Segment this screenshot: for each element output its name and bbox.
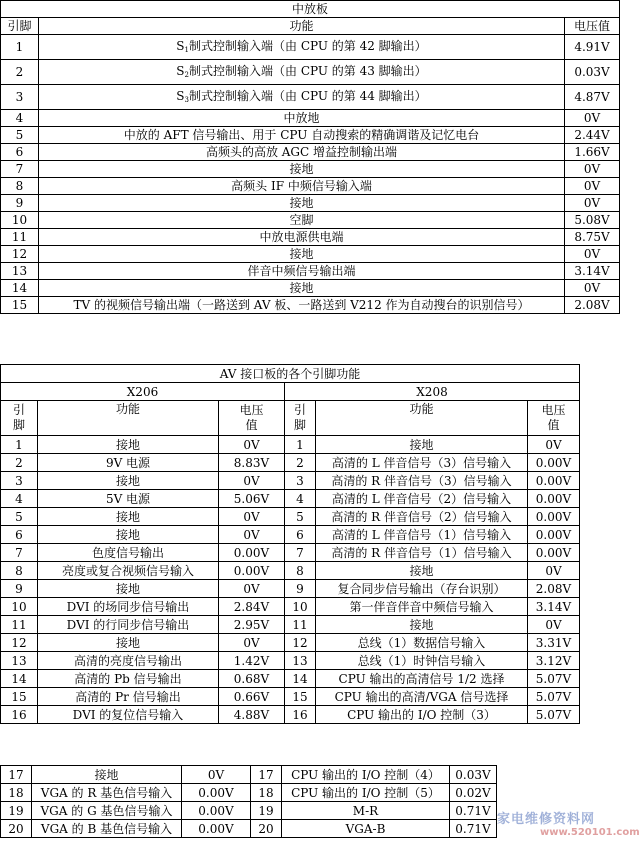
pin-number: 18 xyxy=(251,784,282,802)
voltage-value: 0V xyxy=(219,436,285,454)
function-cell: 总线（1）时钟信号输入 xyxy=(316,652,528,670)
signal-letter: S xyxy=(176,89,185,103)
pin-number: 13 xyxy=(285,652,316,670)
pin-number: 5 xyxy=(1,508,38,526)
watermark-logo: 家电维修资料网 xyxy=(497,812,596,827)
function-cell: 接地 xyxy=(32,766,182,784)
voltage-value: 0V xyxy=(219,472,285,490)
pin-number: 3 xyxy=(285,472,316,490)
voltage-value: 0.00V xyxy=(219,562,285,580)
pin-number: 10 xyxy=(1,212,39,229)
voltage-value: 0V xyxy=(182,766,251,784)
table-title: 中放板 xyxy=(1,1,620,18)
voltage-value: 5.07V xyxy=(528,706,580,724)
voltage-value: 0.00V xyxy=(182,784,251,802)
function-cell: 亮度或复合视频信号输入 xyxy=(38,562,219,580)
voltage-value: 0V xyxy=(219,526,285,544)
voltage-value: 2.08V xyxy=(565,297,620,314)
signal-subscript: 1 xyxy=(184,46,189,54)
pin-number: 18 xyxy=(1,784,32,802)
signal-letter: S xyxy=(176,64,185,78)
header-voltage: 电压值 xyxy=(219,401,285,436)
voltage-value: 5.06V xyxy=(219,490,285,508)
function-cell: 接地 xyxy=(39,161,565,178)
table-row xyxy=(1,706,580,724)
voltage-value: 8.75V xyxy=(565,229,620,246)
function-cell: M-R xyxy=(282,802,450,820)
voltage-value: 3.14V xyxy=(528,598,580,616)
function-cell: 接地 xyxy=(38,436,219,454)
pin-number: 1 xyxy=(1,436,38,454)
table-row xyxy=(1,178,620,195)
header-pin: 引脚 xyxy=(1,18,39,35)
voltage-value: 8.83V xyxy=(219,454,285,472)
table-row xyxy=(1,490,580,508)
function-cell: CPU 输出的 I/O 控制（5） xyxy=(282,784,450,802)
function-cell: DVI 的行同步信号输出 xyxy=(38,616,219,634)
function-cell: 中放电源供电端 xyxy=(39,229,565,246)
function-cell: 总线（1）数据信号输入 xyxy=(316,634,528,652)
signal-subscript: 2 xyxy=(184,71,189,79)
voltage-value: 0.03V xyxy=(450,766,497,784)
function-cell: 高清的 L 伴音信号（3）信号输入 xyxy=(316,454,528,472)
voltage-value: 4.88V xyxy=(219,706,285,724)
voltage-value: 5.07V xyxy=(528,670,580,688)
pin-number: 8 xyxy=(285,562,316,580)
function-cell xyxy=(39,85,565,110)
function-text: 制式控制输入端（由 CPU 的第 42 脚输出） xyxy=(189,39,427,53)
pin-number: 1 xyxy=(1,35,39,60)
voltage-value: 0.02V xyxy=(450,784,497,802)
av-board-continuation-table xyxy=(0,765,497,838)
function-cell: 接地 xyxy=(38,634,219,652)
pin-number: 16 xyxy=(1,706,38,724)
table-row xyxy=(1,161,620,178)
table-row xyxy=(1,280,620,297)
table-row xyxy=(1,212,620,229)
pin-number: 16 xyxy=(285,706,316,724)
pin-number: 11 xyxy=(285,616,316,634)
pin-number: 12 xyxy=(1,634,38,652)
table-row xyxy=(1,110,620,127)
function-cell: 中放的 AFT 信号输出、用于 CPU 自动搜索的精确调谐及记忆电台 xyxy=(39,127,565,144)
voltage-value: 3.14V xyxy=(565,263,620,280)
pin-number: 12 xyxy=(285,634,316,652)
table-row xyxy=(1,670,580,688)
if-board-table xyxy=(0,0,620,314)
function-cell: 高清的 L 伴音信号（2）信号输入 xyxy=(316,490,528,508)
voltage-value: 0V xyxy=(565,195,620,212)
pin-number: 3 xyxy=(1,85,39,110)
pin-number: 2 xyxy=(1,454,38,472)
header-function: 功能 xyxy=(39,18,565,35)
function-cell: 高频头 IF 中频信号输入端 xyxy=(39,178,565,195)
table-row xyxy=(1,598,580,616)
pin-number: 10 xyxy=(285,598,316,616)
voltage-value: 2.08V xyxy=(528,580,580,598)
function-cell: 高清的 Pb 信号输出 xyxy=(38,670,219,688)
pin-number: 2 xyxy=(285,454,316,472)
function-cell: 接地 xyxy=(39,280,565,297)
table-row xyxy=(1,784,497,802)
table-row xyxy=(1,454,580,472)
voltage-value: 0.66V xyxy=(219,688,285,706)
table-row xyxy=(1,85,620,110)
pin-number: 17 xyxy=(1,766,32,784)
signal-letter: S xyxy=(176,39,185,53)
voltage-value: 3.31V xyxy=(528,634,580,652)
header-pin: 引脚 xyxy=(1,401,38,436)
table-row xyxy=(1,766,497,784)
pin-number: 14 xyxy=(1,670,38,688)
watermark-url: www.520101.com xyxy=(540,827,640,838)
function-cell: 接地 xyxy=(316,562,528,580)
table-row xyxy=(1,246,620,263)
voltage-value: 0.71V xyxy=(450,802,497,820)
voltage-value: 0.03V xyxy=(565,60,620,85)
pin-number: 3 xyxy=(1,472,38,490)
pin-number: 1 xyxy=(285,436,316,454)
voltage-value: 0V xyxy=(219,580,285,598)
function-cell: 接地 xyxy=(38,472,219,490)
pin-number: 8 xyxy=(1,562,38,580)
pin-number: 15 xyxy=(1,688,38,706)
pin-number: 15 xyxy=(1,297,39,314)
function-cell: 接地 xyxy=(316,616,528,634)
table-row xyxy=(1,616,580,634)
function-cell: 接地 xyxy=(39,195,565,212)
table-row xyxy=(1,820,497,838)
table-row xyxy=(1,35,620,60)
table-row xyxy=(1,263,620,280)
pin-number: 6 xyxy=(1,526,38,544)
function-cell: 接地 xyxy=(38,580,219,598)
function-cell: 5V 电源 xyxy=(38,490,219,508)
function-cell: DVI 的场同步信号输出 xyxy=(38,598,219,616)
pin-number: 6 xyxy=(285,526,316,544)
function-cell: VGA-B xyxy=(282,820,450,838)
header-voltage: 电压值 xyxy=(565,18,620,35)
pin-number: 15 xyxy=(285,688,316,706)
voltage-value: 1.66V xyxy=(565,144,620,161)
voltage-value: 0V xyxy=(565,178,620,195)
function-cell: TV 的视频信号输出端（一路送到 AV 板、一路送到 V212 作为自动搜台的识别信号） xyxy=(39,297,565,314)
pin-number: 10 xyxy=(1,598,38,616)
voltage-value: 0.00V xyxy=(528,472,580,490)
voltage-value: 4.91V xyxy=(565,35,620,60)
pin-number: 12 xyxy=(1,246,39,263)
function-cell: CPU 输出的高清信号 1/2 选择 xyxy=(316,670,528,688)
function-cell: VGA 的 G 基色信号输入 xyxy=(32,802,182,820)
table-row xyxy=(1,144,620,161)
voltage-value: 0.71V xyxy=(450,820,497,838)
pin-number: 9 xyxy=(285,580,316,598)
function-cell: CPU 输出的 I/O 控制（3） xyxy=(316,706,528,724)
voltage-value: 0V xyxy=(565,246,620,263)
table-row xyxy=(1,526,580,544)
function-cell: VGA 的 R 基色信号输入 xyxy=(32,784,182,802)
function-cell: 高清的 R 伴音信号（2）信号输入 xyxy=(316,508,528,526)
pin-number: 4 xyxy=(1,490,38,508)
table-row xyxy=(1,508,580,526)
pin-number: 7 xyxy=(285,544,316,562)
table-row xyxy=(1,127,620,144)
voltage-value: 1.42V xyxy=(219,652,285,670)
pin-number: 7 xyxy=(1,161,39,178)
function-text: 制式控制输入端（由 CPU 的第 43 脚输出） xyxy=(189,64,427,78)
function-cell: 高清的 R 伴音信号（3）信号输入 xyxy=(316,472,528,490)
function-cell: 第一伴音伴音中频信号输入 xyxy=(316,598,528,616)
pin-number: 11 xyxy=(1,229,39,246)
voltage-value: 0.00V xyxy=(528,490,580,508)
voltage-value: 0V xyxy=(565,280,620,297)
pin-number: 5 xyxy=(285,508,316,526)
function-cell: 高清的 L 伴音信号（1）信号输入 xyxy=(316,526,528,544)
function-cell: 接地 xyxy=(316,436,528,454)
pin-number: 13 xyxy=(1,263,39,280)
function-cell: CPU 输出的 I/O 控制（4） xyxy=(282,766,450,784)
header-pin: 引脚 xyxy=(285,401,316,436)
voltage-value: 0.00V xyxy=(219,544,285,562)
voltage-value: 0.00V xyxy=(528,508,580,526)
voltage-value: 0V xyxy=(528,436,580,454)
pin-number: 14 xyxy=(285,670,316,688)
table-row xyxy=(1,652,580,670)
voltage-value: 0.68V xyxy=(219,670,285,688)
pin-number: 19 xyxy=(1,802,32,820)
function-cell: 伴音中频信号输出端 xyxy=(39,263,565,280)
header-voltage: 电压值 xyxy=(528,401,580,436)
function-cell: 色度信号输出 xyxy=(38,544,219,562)
pin-number: 5 xyxy=(1,127,39,144)
voltage-value: 0.00V xyxy=(182,802,251,820)
voltage-value: 0V xyxy=(528,562,580,580)
connector-label-x206: X206 xyxy=(1,383,285,401)
voltage-value: 2.44V xyxy=(565,127,620,144)
table-row xyxy=(1,802,497,820)
pin-number: 2 xyxy=(1,60,39,85)
voltage-value: 5.08V xyxy=(565,212,620,229)
table-row xyxy=(1,472,580,490)
function-cell: 9V 电源 xyxy=(38,454,219,472)
pin-number: 20 xyxy=(251,820,282,838)
voltage-value: 0.00V xyxy=(528,544,580,562)
table-row xyxy=(1,60,620,85)
voltage-value: 0.00V xyxy=(182,820,251,838)
function-cell: VGA 的 B 基色信号输入 xyxy=(32,820,182,838)
table-row xyxy=(1,195,620,212)
function-cell: 高清的亮度信号输出 xyxy=(38,652,219,670)
pin-number: 14 xyxy=(1,280,39,297)
voltage-value: 0.00V xyxy=(528,454,580,472)
voltage-value: 4.87V xyxy=(565,85,620,110)
av-board-table xyxy=(0,364,580,724)
function-cell xyxy=(39,35,565,60)
voltage-value: 2.95V xyxy=(219,616,285,634)
pin-number: 20 xyxy=(1,820,32,838)
pin-number: 4 xyxy=(285,490,316,508)
table-row xyxy=(1,436,580,454)
function-cell: 空脚 xyxy=(39,212,565,229)
voltage-value: 2.84V xyxy=(219,598,285,616)
connector-label-x208: X208 xyxy=(285,383,580,401)
pin-number: 9 xyxy=(1,580,38,598)
header-function: 功能 xyxy=(316,401,528,436)
pin-number: 4 xyxy=(1,110,39,127)
function-cell: 复合同步信号输出（存台识别） xyxy=(316,580,528,598)
function-cell: 高清的 R 伴音信号（1）信号输入 xyxy=(316,544,528,562)
pin-number: 17 xyxy=(251,766,282,784)
function-text: 制式控制输入端（由 CPU 的第 44 脚输出） xyxy=(189,89,427,103)
voltage-value: 0V xyxy=(565,161,620,178)
pin-number: 13 xyxy=(1,652,38,670)
function-cell: 高频头的高放 AGC 增益控制输出端 xyxy=(39,144,565,161)
pin-number: 8 xyxy=(1,178,39,195)
function-cell: CPU 输出的高清/VGA 信号选择 xyxy=(316,688,528,706)
table-row xyxy=(1,634,580,652)
function-cell: DVI 的复位信号输入 xyxy=(38,706,219,724)
function-cell: 高清的 Pr 信号输出 xyxy=(38,688,219,706)
voltage-value: 5.07V xyxy=(528,688,580,706)
pin-number: 9 xyxy=(1,195,39,212)
voltage-value: 0V xyxy=(528,616,580,634)
header-function: 功能 xyxy=(38,401,219,436)
table-row xyxy=(1,562,580,580)
function-cell: 接地 xyxy=(38,526,219,544)
function-cell: 中放地 xyxy=(39,110,565,127)
function-cell: 接地 xyxy=(38,508,219,526)
pin-number: 19 xyxy=(251,802,282,820)
table-row xyxy=(1,580,580,598)
pin-number: 11 xyxy=(1,616,38,634)
table-row xyxy=(1,544,580,562)
voltage-value: 0V xyxy=(219,634,285,652)
function-cell xyxy=(39,60,565,85)
table-row xyxy=(1,688,580,706)
voltage-value: 0.00V xyxy=(528,526,580,544)
pin-number: 7 xyxy=(1,544,38,562)
function-cell: 接地 xyxy=(39,246,565,263)
pin-number: 6 xyxy=(1,144,39,161)
signal-subscript: 3 xyxy=(184,96,189,104)
table-row xyxy=(1,229,620,246)
voltage-value: 3.12V xyxy=(528,652,580,670)
table-row xyxy=(1,297,620,314)
voltage-value: 0V xyxy=(565,110,620,127)
table-title: AV 接口板的各个引脚功能 xyxy=(1,365,580,383)
voltage-value: 0V xyxy=(219,508,285,526)
